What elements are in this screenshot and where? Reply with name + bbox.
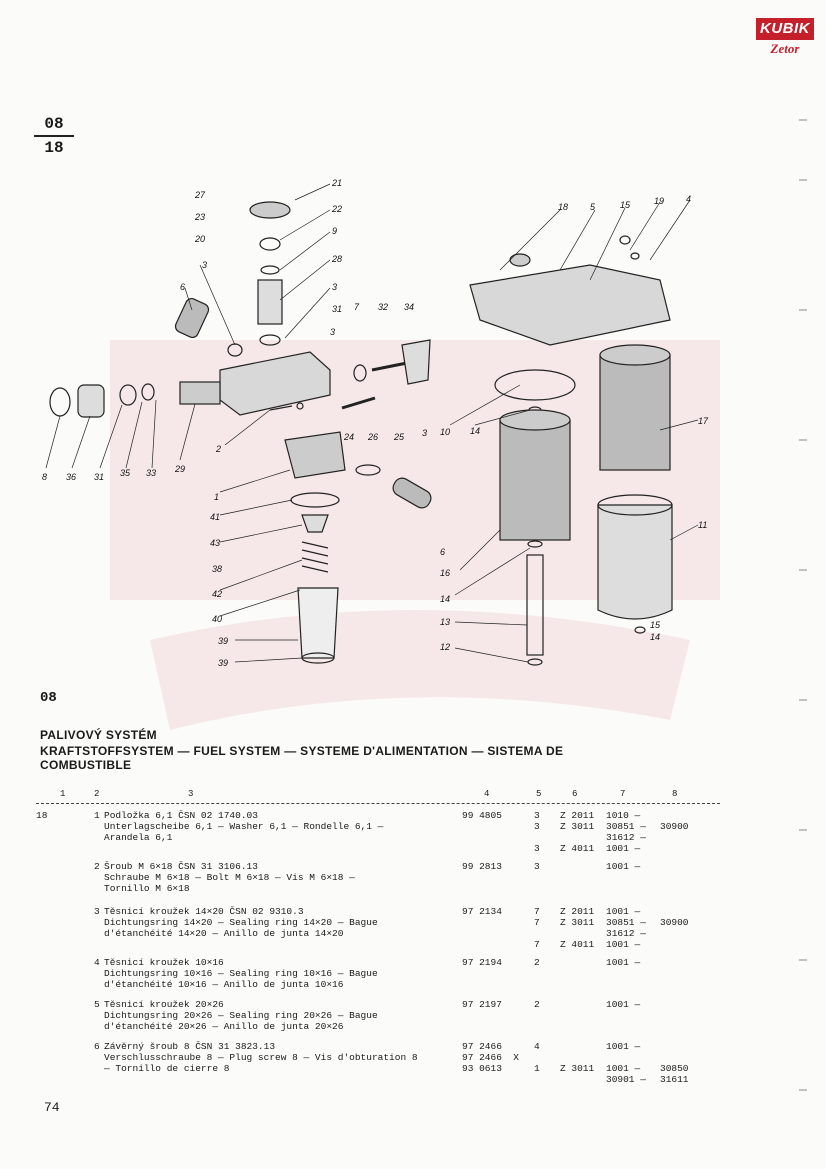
table-row: [36, 906, 720, 952]
callout-label: 11: [698, 520, 708, 530]
cell-serial-from: 1001 —: [606, 999, 641, 1010]
column-header: 7: [620, 789, 626, 799]
cell-quantity: 2: [534, 957, 540, 968]
section-divider: [34, 135, 74, 137]
cell-part-number: 99 4805: [462, 810, 502, 821]
section-title-czech: PALIVOVÝ SYSTÉM: [40, 728, 157, 742]
cell-part-number: 97 2194: [462, 957, 502, 968]
cell-position: 2: [94, 861, 100, 872]
cell-quantity: 7 7 7: [534, 906, 540, 950]
callout-label: 39: [218, 658, 229, 668]
cell-part-number: 97 2134: [462, 906, 502, 917]
callout-label: 34: [404, 302, 415, 312]
table-row: [36, 861, 720, 901]
column-header: 4: [484, 789, 490, 799]
callout-label: 18: [558, 202, 569, 212]
cell-serial-to: 30900: [660, 821, 689, 832]
callout-label: 17: [698, 416, 709, 426]
cell-description: Závěrný šroub 8 ČSN 31 3823.13 Verschlusschraube 8 — Plug screw 8 — Vis d'obturation 8 — Tornillo de cierre 8: [104, 1041, 418, 1074]
callout-label: 9: [332, 226, 338, 236]
callout-label: 13: [440, 617, 451, 627]
table-column-headers: [36, 789, 720, 804]
cell-description: Těsnicí kroužek 10×16 Dichtungsring 10×16 — Sealing ring 10×16 — Bague d'étanchéité 10×16 — Anillo de junta 10×16: [104, 957, 378, 990]
cell-description: Šroub M 6×18 ČSN 31 3106.13 Schraube M 6×18 — Bolt M 6×18 — Vis M 6×18 — Tornillo M 6×18: [104, 861, 355, 894]
callout-label: 27: [195, 190, 206, 200]
callout-label: 23: [195, 212, 206, 222]
cell-serial-to: 30850 31611: [660, 1063, 689, 1085]
cell-position: 3: [94, 906, 100, 917]
callout-label: 40: [212, 614, 223, 624]
cell-model: Z 2011 Z 3011 Z 4011: [560, 906, 595, 950]
cell-part-number: 97 2466 97 2466 X 93 0613: [462, 1041, 520, 1074]
callout-label: 8: [42, 472, 48, 482]
cell-description: Těsnicí kroužek 20×26 Dichtungsring 20×26 — Sealing ring 20×26 — Bague d'étanchéité 20×26 — Anillo de junta 20×26: [104, 999, 378, 1032]
callout-label: 3: [332, 282, 338, 292]
callout-label: 3: [202, 260, 208, 270]
cell-quantity: 2: [534, 999, 540, 1010]
callout-label: 31: [332, 304, 343, 314]
callout-label: 15: [620, 200, 631, 210]
callout-label: 33: [146, 468, 157, 478]
callout-label: 26: [368, 432, 379, 442]
table-row: [36, 810, 720, 856]
section-title-multilingual: KRAFTSTOFFSYSTEM — FUEL SYSTEM — SYSTEME D'ALIMENTATION — SISTEMA DE COMBUSTIBLE: [40, 744, 564, 772]
callout-label: 10: [440, 427, 451, 437]
cell-position: 6: [94, 1041, 100, 1052]
cell-quantity: 4 1: [534, 1041, 540, 1074]
callout-label: 22: [332, 204, 343, 214]
callout-label: 31: [94, 472, 105, 482]
column-header: 1: [60, 789, 66, 799]
callout-label: 21: [332, 178, 343, 188]
callout-label: 24: [344, 432, 355, 442]
callout-label: 2: [216, 444, 222, 454]
table-row: [36, 999, 720, 1036]
callout-label: 43: [210, 538, 221, 548]
callout-label: 12: [440, 642, 451, 652]
cell-description: Podložka 6,1 ČSN 02 1740.03 Unterlagscheibe 6,1 — Washer 6,1 — Rondelle 6,1 — Arandela 6,1: [104, 810, 384, 843]
callout-label: 32: [378, 302, 389, 312]
callout-label: 3: [422, 428, 428, 438]
callout-label: 42: [212, 589, 223, 599]
callout-label: 7: [354, 302, 360, 312]
callout-label: 3: [330, 327, 336, 337]
section-number-bottom: 18: [44, 139, 64, 157]
section-number-top: 08: [44, 115, 64, 133]
cell-position: 1: [94, 810, 100, 821]
logo-brand: KUBIK: [756, 18, 814, 40]
parts-table: [36, 810, 720, 1096]
section-number: [34, 115, 74, 157]
cell-model: Z 3011: [560, 1063, 595, 1074]
callout-label: 41: [210, 512, 221, 522]
cell-part-number: 97 2197: [462, 999, 502, 1010]
cell-serial-to: 30900: [660, 917, 689, 928]
callout-label: 28: [332, 254, 343, 264]
callout-label: 19: [654, 196, 665, 206]
callout-label: 14: [470, 426, 481, 436]
cell-description: Těsnicí kroužek 14×20 ČSN 02 9310.3 Dichtungsring 14×20 — Sealing ring 14×20 — Bague d'étanchéité 14×20 — Anillo de junta 14×20: [104, 906, 378, 939]
callout-label: 36: [66, 472, 77, 482]
callout-label: 14: [650, 632, 661, 642]
cell-serial-from: 1001 — 30851 — 31612 — 1001 —: [606, 906, 646, 950]
cell-serial-from: 1010 — 30851 — 31612 — 1001 —: [606, 810, 646, 854]
column-header: 8: [672, 789, 678, 799]
logo-sub: Zetor: [770, 41, 800, 56]
cell-model: Z 2011 Z 3011 Z 4011: [560, 810, 595, 854]
cell-quantity: 3: [534, 861, 540, 872]
margin-marks: [795, 110, 815, 1130]
callout-label: 25: [394, 432, 405, 442]
exploded-parts-diagram: [30, 170, 730, 680]
page-number: 74: [44, 1100, 60, 1115]
callout-label: 5: [590, 202, 596, 212]
cell-part-number: 99 2813: [462, 861, 502, 872]
callout-label: 6: [440, 547, 446, 557]
callout-label: 39: [218, 636, 229, 646]
cell-group: 18: [36, 810, 48, 821]
cell-quantity: 3 3 3: [534, 810, 540, 854]
callout-label: 16: [440, 568, 451, 578]
callout-label: 38: [212, 564, 223, 574]
cell-serial-from: 1001 —: [606, 957, 641, 968]
callout-label: 15: [650, 620, 661, 630]
cell-serial-from: 1001 —: [606, 861, 641, 872]
callout-label: 20: [195, 234, 206, 244]
cell-serial-from: 1001 — 1001 — 30901 —: [606, 1041, 646, 1085]
cell-position: 4: [94, 957, 100, 968]
column-header: 6: [572, 789, 578, 799]
brand-logo: [756, 18, 814, 64]
callout-label: 14: [440, 594, 451, 604]
table-row: [36, 957, 720, 994]
column-header: 2: [94, 789, 100, 799]
group-code: 08: [40, 690, 57, 706]
column-header: 3: [188, 789, 194, 799]
column-header: 5: [536, 789, 542, 799]
callout-label: 6: [180, 282, 186, 292]
cell-position: 5: [94, 999, 100, 1010]
table-row: [36, 1041, 720, 1091]
callout-label: 1: [214, 492, 220, 502]
callout-label: 35: [120, 468, 131, 478]
callout-label: 29: [175, 464, 186, 474]
callout-label: 4: [686, 194, 692, 204]
